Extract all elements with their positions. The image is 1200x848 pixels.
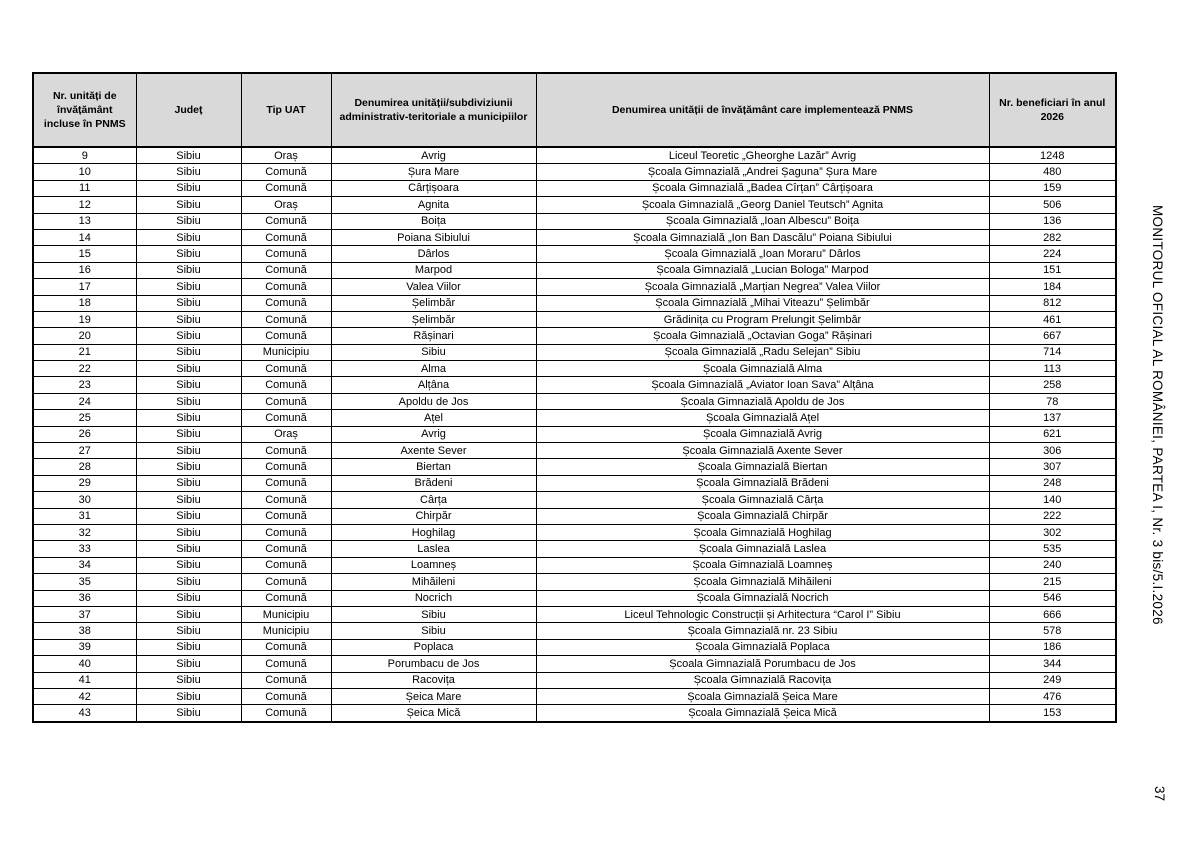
cell-nr: 35 [33,574,136,590]
table-row [33,443,1116,459]
table-row [33,361,1116,377]
cell-nr: 17 [33,279,136,295]
cell-tip-uat: Comună [241,410,331,426]
table-row [33,229,1116,245]
cell-nr: 38 [33,623,136,639]
cell-nr: 34 [33,557,136,573]
table-row [33,639,1116,655]
cell-scoala: Liceul Tehnologic Construcții și Arhitectura “Carol I” Sibiu [536,606,989,622]
cell-tip-uat: Comună [241,393,331,409]
cell-judet: Sibiu [136,246,241,262]
cell-beneficiari: 186 [989,639,1116,655]
cell-uat: Nocrich [331,590,536,606]
cell-uat: Șura Mare [331,164,536,180]
cell-scoala: Școala Gimnazială „Ioan Moraru” Dârlos [536,246,989,262]
cell-tip-uat: Comună [241,459,331,475]
cell-judet: Sibiu [136,459,241,475]
table-row [33,656,1116,672]
cell-tip-uat: Comună [241,229,331,245]
cell-uat: Brădeni [331,475,536,491]
cell-beneficiari: 215 [989,574,1116,590]
cell-judet: Sibiu [136,508,241,524]
cell-beneficiari: 248 [989,475,1116,491]
cell-scoala: Școala Gimnazială „Marțian Negrea” Valea Viilor [536,279,989,295]
cell-tip-uat: Oraș [241,147,331,164]
cell-uat: Apoldu de Jos [331,393,536,409]
cell-beneficiari: 136 [989,213,1116,229]
cell-uat: Racovița [331,672,536,688]
cell-nr: 24 [33,393,136,409]
cell-beneficiari: 159 [989,180,1116,196]
cell-uat: Poiana Sibiului [331,229,536,245]
cell-nr: 23 [33,377,136,393]
cell-uat: Cârța [331,492,536,508]
cell-scoala: Școala Gimnazială Nocrich [536,590,989,606]
table-row [33,672,1116,688]
cell-tip-uat: Municipiu [241,623,331,639]
cell-judet: Sibiu [136,213,241,229]
cell-tip-uat: Comună [241,311,331,327]
cell-scoala: Școala Gimnazială Chirpăr [536,508,989,524]
cell-nr: 18 [33,295,136,311]
cell-judet: Sibiu [136,443,241,459]
cell-scoala: Școala Gimnazială Apoldu de Jos [536,393,989,409]
cell-beneficiari: 1248 [989,147,1116,164]
cell-nr: 30 [33,492,136,508]
cell-judet: Sibiu [136,639,241,655]
table-row [33,574,1116,590]
cell-tip-uat: Comună [241,541,331,557]
table-row [33,508,1116,524]
cell-tip-uat: Comună [241,524,331,540]
cell-scoala: Școala Gimnazială Biertan [536,459,989,475]
cell-beneficiari: 306 [989,443,1116,459]
cell-nr: 14 [33,229,136,245]
cell-scoala: Școala Gimnazială Cârța [536,492,989,508]
cell-tip-uat: Comună [241,492,331,508]
cell-judet: Sibiu [136,197,241,213]
cell-judet: Sibiu [136,262,241,278]
cell-scoala: Școala Gimnazială Poplaca [536,639,989,655]
cell-tip-uat: Comună [241,508,331,524]
cell-judet: Sibiu [136,344,241,360]
cell-nr: 19 [33,311,136,327]
cell-tip-uat: Oraș [241,426,331,442]
table-row [33,197,1116,213]
table-body [33,147,1116,722]
cell-scoala: Școala Gimnazială Loamneș [536,557,989,573]
cell-nr: 28 [33,459,136,475]
cell-judet: Sibiu [136,295,241,311]
cell-scoala: Școala Gimnazială Racovița [536,672,989,688]
cell-beneficiari: 506 [989,197,1116,213]
cell-beneficiari: 307 [989,459,1116,475]
table-row [33,393,1116,409]
cell-nr: 20 [33,328,136,344]
table-row [33,279,1116,295]
cell-uat: Laslea [331,541,536,557]
table-row [33,344,1116,360]
cell-uat: Avrig [331,426,536,442]
cell-tip-uat: Comună [241,180,331,196]
cell-tip-uat: Comună [241,475,331,491]
header-denumire-uat: Denumirea unității/subdiviziunii administrativ-teritoriale a municipiilor [331,73,536,147]
cell-beneficiari: 151 [989,262,1116,278]
cell-scoala: Școala Gimnazială „Badea Cîrțan” Cârțișoara [536,180,989,196]
cell-scoala: Școala Gimnazială „Ion Ban Dascălu” Poiana Sibiului [536,229,989,245]
cell-nr: 37 [33,606,136,622]
cell-judet: Sibiu [136,557,241,573]
cell-beneficiari: 222 [989,508,1116,524]
cell-uat: Marpod [331,262,536,278]
header-judet: Județ [136,73,241,147]
cell-tip-uat: Comună [241,443,331,459]
cell-judet: Sibiu [136,279,241,295]
cell-scoala: Școala Gimnazială „Georg Daniel Teutsch” Agnita [536,197,989,213]
cell-beneficiari: 812 [989,295,1116,311]
cell-beneficiari: 714 [989,344,1116,360]
cell-tip-uat: Comună [241,656,331,672]
cell-nr: 41 [33,672,136,688]
cell-beneficiari: 224 [989,246,1116,262]
cell-uat: Sibiu [331,623,536,639]
cell-uat: Mihăileni [331,574,536,590]
cell-tip-uat: Comună [241,672,331,688]
table-row [33,623,1116,639]
table-row [33,557,1116,573]
cell-scoala: Școala Gimnazială Șeica Mare [536,688,989,704]
cell-beneficiari: 140 [989,492,1116,508]
cell-uat: Sibiu [331,344,536,360]
cell-judet: Sibiu [136,590,241,606]
cell-uat: Șelimbăr [331,295,536,311]
cell-uat: Valea Viilor [331,279,536,295]
cell-beneficiari: 480 [989,164,1116,180]
cell-uat: Ațel [331,410,536,426]
cell-nr: 27 [33,443,136,459]
pnms-schools-table [32,72,1117,723]
cell-tip-uat: Comună [241,639,331,655]
gazette-edition-sidebar-text: MONITORUL OFICIAL AL ROMÂNIEI, PARTEA I, Nr. 3 bis/5.I.2026 [1150,205,1165,625]
header-nr-unitati: Nr. unități de învățământ incluse în PNMS [33,73,136,147]
cell-beneficiari: 240 [989,557,1116,573]
cell-scoala: Școala Gimnazială Alma [536,361,989,377]
cell-nr: 31 [33,508,136,524]
cell-judet: Sibiu [136,524,241,540]
cell-judet: Sibiu [136,377,241,393]
cell-beneficiari: 249 [989,672,1116,688]
cell-judet: Sibiu [136,393,241,409]
table-row [33,410,1116,426]
table-row [33,164,1116,180]
cell-judet: Sibiu [136,164,241,180]
cell-scoala: Școala Gimnazială Laslea [536,541,989,557]
table-header [33,73,1116,147]
table-row [33,705,1116,722]
cell-beneficiari: 546 [989,590,1116,606]
cell-nr: 15 [33,246,136,262]
table-row [33,492,1116,508]
cell-judet: Sibiu [136,688,241,704]
cell-nr: 21 [33,344,136,360]
cell-scoala: Școala Gimnazială Ațel [536,410,989,426]
cell-uat: Chirpăr [331,508,536,524]
cell-uat: Porumbacu de Jos [331,656,536,672]
table-row [33,180,1116,196]
cell-scoala: Școala Gimnazială „Octavian Goga” Rășinari [536,328,989,344]
cell-uat: Axente Sever [331,443,536,459]
cell-beneficiari: 184 [989,279,1116,295]
cell-beneficiari: 113 [989,361,1116,377]
cell-beneficiari: 137 [989,410,1116,426]
cell-judet: Sibiu [136,328,241,344]
cell-tip-uat: Oraș [241,197,331,213]
cell-judet: Sibiu [136,541,241,557]
table-row [33,475,1116,491]
cell-scoala: Școala Gimnazială Hoghilag [536,524,989,540]
cell-tip-uat: Comună [241,590,331,606]
cell-scoala: Școala Gimnazială Brădeni [536,475,989,491]
cell-beneficiari: 667 [989,328,1116,344]
cell-uat: Alma [331,361,536,377]
cell-tip-uat: Comună [241,574,331,590]
cell-nr: 40 [33,656,136,672]
cell-tip-uat: Comună [241,688,331,704]
cell-tip-uat: Municipiu [241,344,331,360]
cell-scoala: Școala Gimnazială Mihăileni [536,574,989,590]
cell-nr: 42 [33,688,136,704]
cell-tip-uat: Comună [241,295,331,311]
cell-tip-uat: Comună [241,328,331,344]
cell-nr: 36 [33,590,136,606]
cell-scoala: Școala Gimnazială Avrig [536,426,989,442]
cell-tip-uat: Municipiu [241,606,331,622]
table-row [33,295,1116,311]
table-row [33,541,1116,557]
cell-judet: Sibiu [136,475,241,491]
cell-scoala: Școala Gimnazială nr. 23 Sibiu [536,623,989,639]
cell-judet: Sibiu [136,623,241,639]
cell-nr: 26 [33,426,136,442]
header-denumire-unitate: Denumirea unității de învățământ care implementează PNMS [536,73,989,147]
table-row [33,246,1116,262]
table-row [33,524,1116,540]
cell-judet: Sibiu [136,147,241,164]
cell-nr: 12 [33,197,136,213]
cell-nr: 39 [33,639,136,655]
cell-beneficiari: 302 [989,524,1116,540]
cell-uat: Dârlos [331,246,536,262]
cell-beneficiari: 153 [989,705,1116,722]
cell-beneficiari: 535 [989,541,1116,557]
cell-nr: 32 [33,524,136,540]
header-nr-beneficiari: Nr. beneficiari în anul 2026 [989,73,1116,147]
cell-judet: Sibiu [136,492,241,508]
cell-scoala: Școala Gimnazială Șeica Mică [536,705,989,722]
cell-tip-uat: Comună [241,246,331,262]
cell-tip-uat: Comună [241,361,331,377]
cell-judet: Sibiu [136,311,241,327]
cell-beneficiari: 476 [989,688,1116,704]
cell-beneficiari: 578 [989,623,1116,639]
cell-uat: Avrig [331,147,536,164]
page-number: 37 [1152,786,1167,802]
cell-scoala: Școala Gimnazială Axente Sever [536,443,989,459]
cell-beneficiari: 282 [989,229,1116,245]
cell-scoala: Grădinița cu Program Prelungit Șelimbăr [536,311,989,327]
cell-nr: 9 [33,147,136,164]
cell-nr: 10 [33,164,136,180]
table-row [33,377,1116,393]
cell-beneficiari: 344 [989,656,1116,672]
cell-uat: Biertan [331,459,536,475]
cell-beneficiari: 621 [989,426,1116,442]
cell-judet: Sibiu [136,705,241,722]
cell-judet: Sibiu [136,410,241,426]
cell-judet: Sibiu [136,180,241,196]
cell-nr: 33 [33,541,136,557]
cell-scoala: Școala Gimnazială „Ioan Albescu” Boița [536,213,989,229]
cell-uat: Alțâna [331,377,536,393]
cell-uat: Poplaca [331,639,536,655]
cell-tip-uat: Comună [241,377,331,393]
cell-tip-uat: Comună [241,213,331,229]
cell-scoala: Școala Gimnazială „Radu Selejan” Sibiu [536,344,989,360]
cell-tip-uat: Comună [241,705,331,722]
cell-beneficiari: 461 [989,311,1116,327]
cell-uat: Șeica Mică [331,705,536,722]
cell-uat: Boița [331,213,536,229]
cell-scoala: Școala Gimnazială „Andrei Șaguna” Șura Mare [536,164,989,180]
table-row [33,311,1116,327]
cell-nr: 43 [33,705,136,722]
cell-scoala: Școala Gimnazială Porumbacu de Jos [536,656,989,672]
header-tip-uat: Tip UAT [241,73,331,147]
table-row [33,606,1116,622]
cell-scoala: Școala Gimnazială „Aviator Ioan Sava” Alțâna [536,377,989,393]
cell-scoala: Școala Gimnazială „Mihai Viteazu” Șelimbăr [536,295,989,311]
cell-uat: Sibiu [331,606,536,622]
cell-uat: Hoghilag [331,524,536,540]
table-row [33,328,1116,344]
table-row [33,262,1116,278]
table-row [33,688,1116,704]
cell-uat: Agnita [331,197,536,213]
cell-scoala: Școala Gimnazială „Lucian Bologa” Marpod [536,262,989,278]
cell-judet: Sibiu [136,361,241,377]
cell-beneficiari: 258 [989,377,1116,393]
cell-judet: Sibiu [136,574,241,590]
table-row [33,426,1116,442]
cell-uat: Șeica Mare [331,688,536,704]
cell-scoala: Liceul Teoretic „Gheorghe Lazăr” Avrig [536,147,989,164]
cell-tip-uat: Comună [241,262,331,278]
table-row [33,590,1116,606]
cell-tip-uat: Comună [241,164,331,180]
cell-beneficiari: 78 [989,393,1116,409]
cell-nr: 13 [33,213,136,229]
cell-nr: 22 [33,361,136,377]
cell-beneficiari: 666 [989,606,1116,622]
table-row [33,213,1116,229]
cell-uat: Loamneș [331,557,536,573]
cell-nr: 11 [33,180,136,196]
cell-nr: 16 [33,262,136,278]
cell-judet: Sibiu [136,656,241,672]
cell-tip-uat: Comună [241,557,331,573]
cell-uat: Șelimbăr [331,311,536,327]
cell-tip-uat: Comună [241,279,331,295]
cell-judet: Sibiu [136,606,241,622]
cell-judet: Sibiu [136,426,241,442]
table-row [33,459,1116,475]
cell-judet: Sibiu [136,229,241,245]
table-row [33,147,1116,164]
cell-nr: 29 [33,475,136,491]
cell-uat: Rășinari [331,328,536,344]
pnms-schools-table-wrap [32,72,1116,723]
cell-nr: 25 [33,410,136,426]
cell-uat: Cârțișoara [331,180,536,196]
cell-judet: Sibiu [136,672,241,688]
